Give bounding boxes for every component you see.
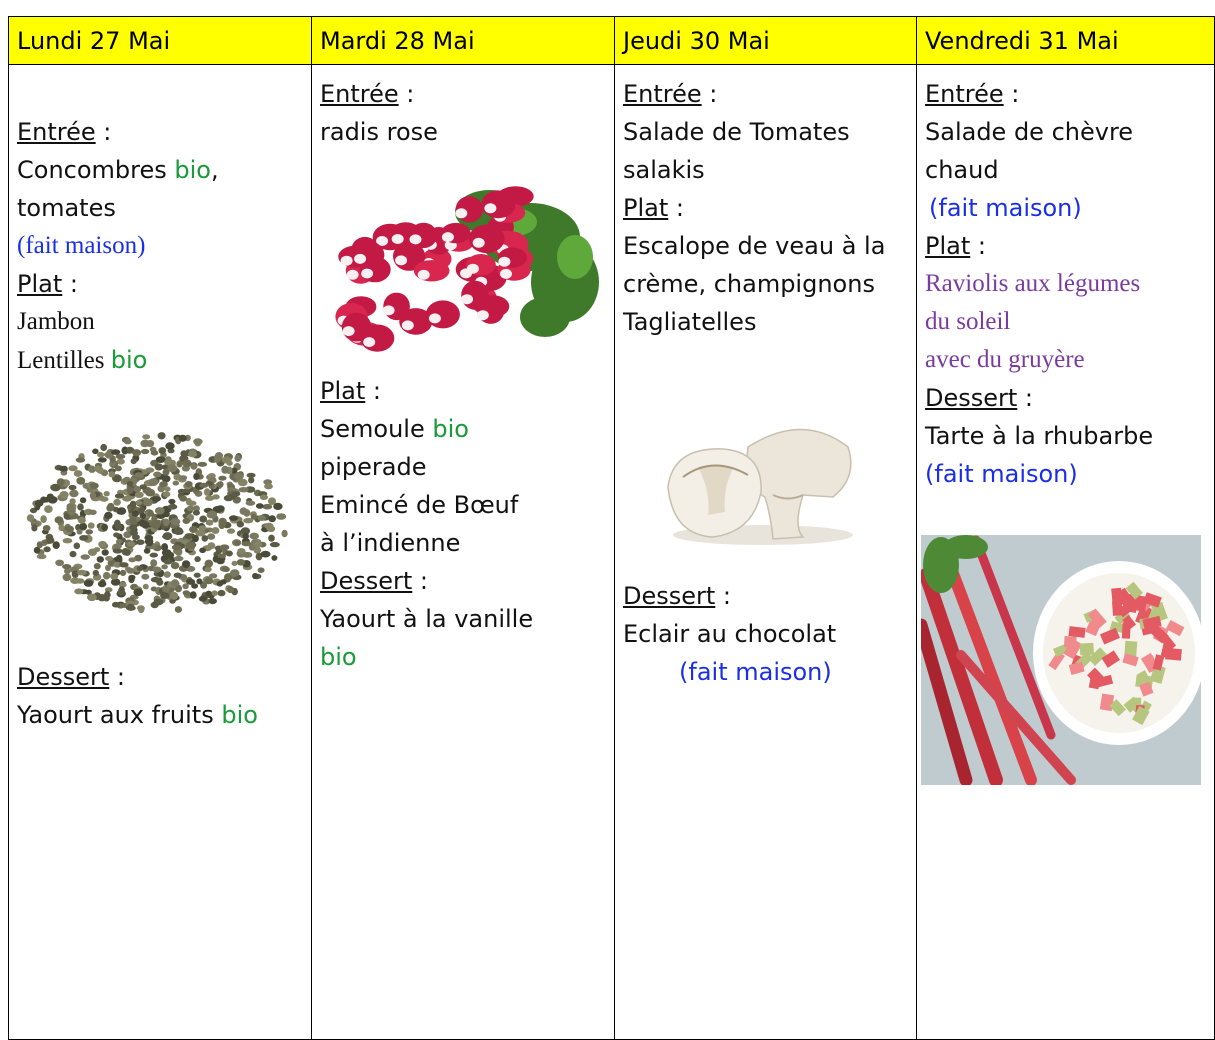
bio-tag: bio — [221, 701, 258, 729]
plat-text: Raviolis aux légumes — [925, 270, 1141, 297]
plat-text: piperade — [320, 453, 427, 481]
entree-text: Salade de chèvre — [925, 118, 1134, 146]
bio-tag: bio — [432, 415, 469, 443]
dessert-text: Yaourt aux fruits bio — [17, 701, 258, 729]
header-jeudi: Jeudi 30 Mai — [615, 17, 917, 65]
entree-text: Salade de Tomates — [623, 118, 850, 146]
fait-maison-tag: (fait maison) — [925, 460, 1078, 488]
lentils-photo — [23, 418, 293, 628]
plat-heading: Plat : — [17, 270, 78, 298]
plat-text: Lentilles bio — [17, 346, 148, 374]
entree-heading: Entrée : — [17, 118, 112, 146]
rhubarb-photo — [921, 535, 1201, 785]
fait-maison-tag: (fait maison) — [17, 232, 146, 259]
plat-text: du soleil — [925, 308, 1011, 335]
fait-maison-tag: (fait maison) — [929, 194, 1082, 222]
entree-text: Concombres bio, — [17, 156, 219, 184]
day-column-jeudi — [615, 65, 917, 1040]
menu-table — [8, 16, 1215, 1040]
plat-heading: Plat : — [925, 232, 986, 260]
header-lundi: Lundi 27 Mai — [9, 17, 312, 65]
plat-text: Tagliatelles — [623, 308, 757, 336]
dessert-heading: Dessert : — [623, 582, 732, 610]
plat-text: Emincé de Bœuf — [320, 491, 519, 519]
plat-text: Semoule bio — [320, 415, 469, 443]
dessert-heading: Dessert : — [320, 567, 429, 595]
entree-text: chaud — [925, 156, 999, 184]
bio-tag: bio — [174, 156, 211, 184]
entree-heading: Entrée : — [320, 80, 415, 108]
header-row — [9, 17, 1215, 65]
entree-heading: Entrée : — [623, 80, 718, 108]
entree-text: radis rose — [320, 118, 438, 146]
header-vendredi: Vendredi 31 Mai — [917, 17, 1215, 65]
radish-photo — [330, 177, 600, 372]
plat-heading: Plat : — [320, 377, 381, 405]
plat-heading: Plat : — [623, 194, 684, 222]
dessert-text: Yaourt à la vanille — [320, 605, 534, 633]
fait-maison-tag: (fait maison) — [679, 658, 832, 686]
plat-text: Escalope de veau à la — [623, 232, 886, 260]
menu-row — [9, 65, 1215, 1040]
dessert-text: Tarte à la rhubarbe — [925, 422, 1154, 450]
bio-tag: bio — [110, 346, 148, 374]
plat-text: crème, champignons — [623, 270, 875, 298]
plat-text: Jambon — [17, 308, 95, 335]
mushroom-photo — [653, 407, 853, 557]
entree-text: tomates — [17, 194, 116, 222]
day-column-vendredi — [917, 65, 1215, 1040]
dessert-heading: Dessert : — [17, 663, 126, 691]
entree-text: salakis — [623, 156, 705, 184]
dessert-heading: Dessert : — [925, 384, 1034, 412]
dessert-text: Eclair au chocolat — [623, 620, 837, 648]
plat-text: à l’indienne — [320, 529, 461, 557]
day-column-mardi — [312, 65, 615, 1040]
bio-tag: bio — [320, 643, 357, 671]
header-mardi: Mardi 28 Mai — [312, 17, 615, 65]
day-column-lundi — [9, 65, 312, 1040]
plat-text: avec du gruyère — [925, 346, 1085, 373]
entree-heading: Entrée : — [925, 80, 1020, 108]
